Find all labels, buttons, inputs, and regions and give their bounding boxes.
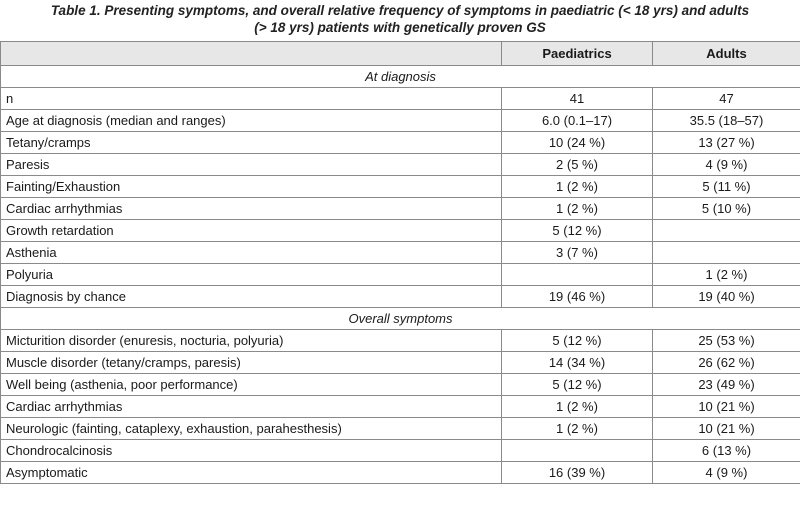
paediatrics-value: 5 (12 %) bbox=[502, 330, 653, 352]
row-label: n bbox=[1, 88, 502, 110]
adults-value: 1 (2 %) bbox=[653, 264, 800, 286]
paediatrics-value: 16 (39 %) bbox=[502, 462, 653, 484]
paediatrics-value: 1 (2 %) bbox=[502, 396, 653, 418]
table-row bbox=[1, 154, 800, 176]
paediatrics-value: 19 (46 %) bbox=[502, 286, 653, 308]
adults-value: 10 (21 %) bbox=[653, 396, 800, 418]
row-label: Well being (asthenia, poor performance) bbox=[1, 374, 502, 396]
row-label: Neurologic (fainting, cataplexy, exhaustion, parahesthesis) bbox=[1, 418, 502, 440]
table-row bbox=[1, 88, 800, 110]
row-label: Polyuria bbox=[1, 264, 502, 286]
table-row bbox=[1, 374, 800, 396]
paediatrics-value: 1 (2 %) bbox=[502, 198, 653, 220]
row-label: Fainting/Exhaustion bbox=[1, 176, 502, 198]
adults-value: 10 (21 %) bbox=[653, 418, 800, 440]
table-row bbox=[1, 352, 800, 374]
section-title: At diagnosis bbox=[1, 66, 800, 88]
caption-line-1: Table 1. Presenting symptoms, and overall relative frequency of symptoms in paediatric (< 18 yrs) and adults bbox=[50, 3, 750, 18]
adults-value: 5 (11 %) bbox=[653, 176, 800, 198]
paediatrics-value: 5 (12 %) bbox=[502, 374, 653, 396]
adults-value: 25 (53 %) bbox=[653, 330, 800, 352]
adults-value: 47 bbox=[653, 88, 800, 110]
paediatrics-value: 41 bbox=[502, 88, 653, 110]
table-row bbox=[1, 242, 800, 264]
row-label: Cardiac arrhythmias bbox=[1, 198, 502, 220]
table-row bbox=[1, 110, 800, 132]
table-row bbox=[1, 418, 800, 440]
adults-value: 5 (10 %) bbox=[653, 198, 800, 220]
caption-line-2: (> 18 yrs) patients with genetically proven GS bbox=[254, 20, 546, 35]
table-caption bbox=[0, 0, 800, 41]
table-row bbox=[1, 462, 800, 484]
table-row bbox=[1, 440, 800, 462]
paediatrics-value: 5 (12 %) bbox=[502, 220, 653, 242]
row-label: Tetany/cramps bbox=[1, 132, 502, 154]
symptoms-table bbox=[0, 41, 800, 484]
adults-value: 19 (40 %) bbox=[653, 286, 800, 308]
adults-value: 26 (62 %) bbox=[653, 352, 800, 374]
header-row bbox=[1, 42, 800, 66]
paediatrics-value: 14 (34 %) bbox=[502, 352, 653, 374]
table-row bbox=[1, 396, 800, 418]
table-row bbox=[1, 220, 800, 242]
adults-value: 4 (9 %) bbox=[653, 154, 800, 176]
paediatrics-value bbox=[502, 440, 653, 462]
table-row bbox=[1, 264, 800, 286]
row-label: Asthenia bbox=[1, 242, 502, 264]
paediatrics-value: 1 (2 %) bbox=[502, 176, 653, 198]
row-label: Growth retardation bbox=[1, 220, 502, 242]
row-label: Diagnosis by chance bbox=[1, 286, 502, 308]
adults-value: 6 (13 %) bbox=[653, 440, 800, 462]
table-row bbox=[1, 198, 800, 220]
section-row-at-diagnosis bbox=[1, 66, 800, 88]
row-label: Chondrocalcinosis bbox=[1, 440, 502, 462]
header-paediatrics: Paediatrics bbox=[502, 42, 653, 66]
adults-value bbox=[653, 242, 800, 264]
section-row-overall-symptoms bbox=[1, 308, 800, 330]
header-adults: Adults bbox=[653, 42, 800, 66]
table-row bbox=[1, 132, 800, 154]
paediatrics-value: 6.0 (0.1–17) bbox=[502, 110, 653, 132]
adults-value bbox=[653, 220, 800, 242]
header-label-column bbox=[1, 42, 502, 66]
table-row bbox=[1, 286, 800, 308]
adults-value: 23 (49 %) bbox=[653, 374, 800, 396]
paediatrics-value bbox=[502, 264, 653, 286]
table-row bbox=[1, 176, 800, 198]
adults-value: 35.5 (18–57) bbox=[653, 110, 800, 132]
adults-value: 13 (27 %) bbox=[653, 132, 800, 154]
row-label: Micturition disorder (enuresis, nocturia, polyuria) bbox=[1, 330, 502, 352]
row-label: Age at diagnosis (median and ranges) bbox=[1, 110, 502, 132]
section-title: Overall symptoms bbox=[1, 308, 800, 330]
paediatrics-value: 1 (2 %) bbox=[502, 418, 653, 440]
paediatrics-value: 3 (7 %) bbox=[502, 242, 653, 264]
row-label: Paresis bbox=[1, 154, 502, 176]
row-label: Muscle disorder (tetany/cramps, paresis) bbox=[1, 352, 502, 374]
row-label: Asymptomatic bbox=[1, 462, 502, 484]
row-label: Cardiac arrhythmias bbox=[1, 396, 502, 418]
table-row bbox=[1, 330, 800, 352]
paediatrics-value: 2 (5 %) bbox=[502, 154, 653, 176]
paediatrics-value: 10 (24 %) bbox=[502, 132, 653, 154]
adults-value: 4 (9 %) bbox=[653, 462, 800, 484]
